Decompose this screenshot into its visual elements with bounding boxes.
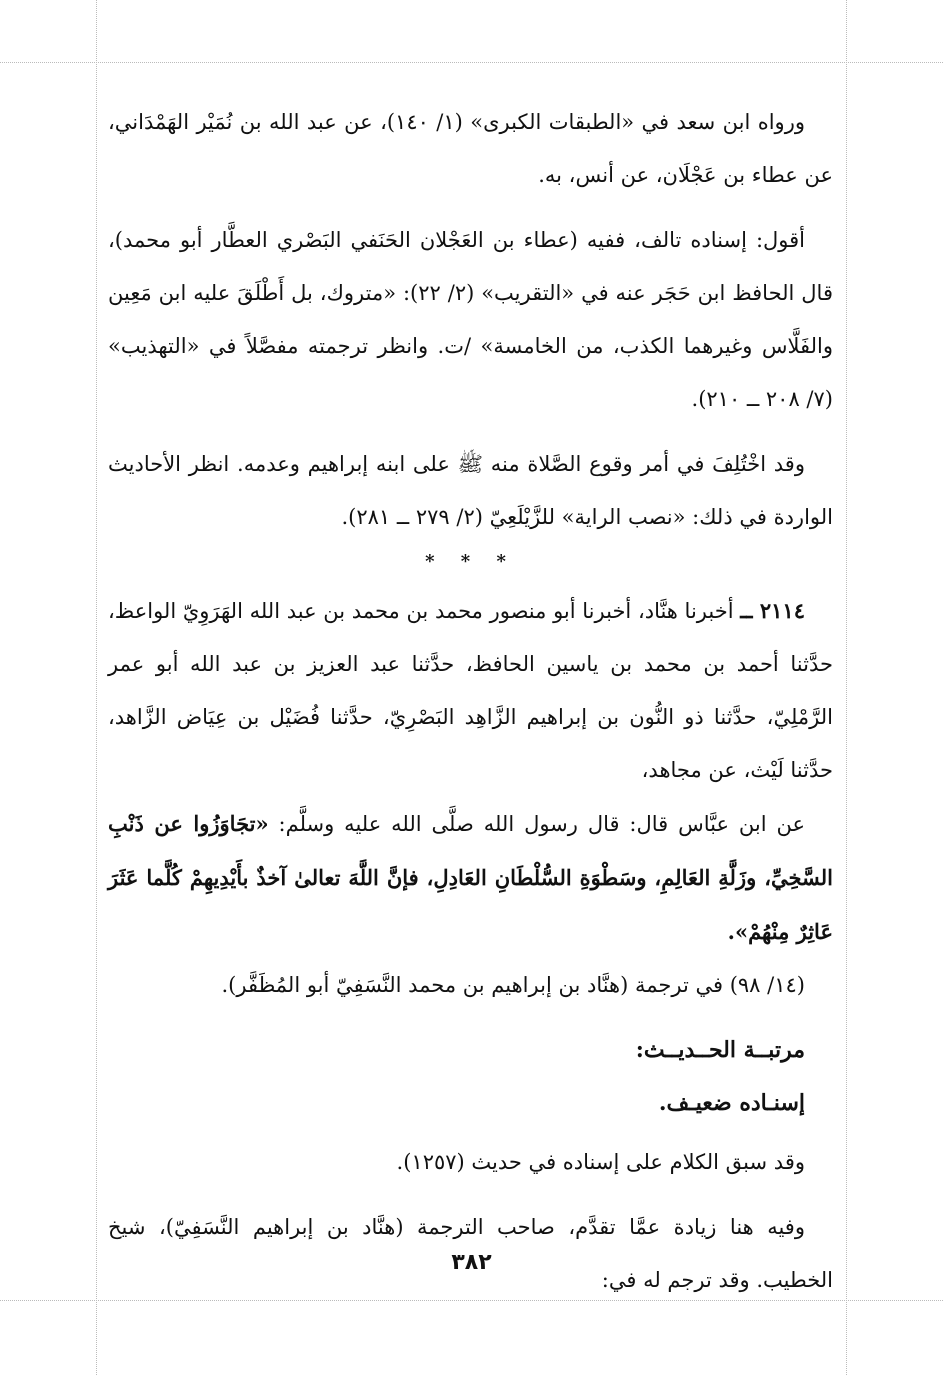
- paragraph-hadith-chain: [108, 584, 833, 797]
- crop-guide-right: [846, 0, 847, 1375]
- page-number: ٣٨٢: [451, 1250, 492, 1275]
- verdict-weak: إسنـاده ضعيـف.: [658, 1090, 805, 1116]
- hadith-matn: «تجَاوَزُوا عن ذَنْبِ السَّخِيِّ، وزَلَّةِ العَالِمِ، وسَطْوَةِ السُّلْطَانِ العَادِلِ، فإنَّ اللَّهَ تعالىٰ آخذٌ بأَيْدِيهِمْ كُلَّما عَثَرَ عَاثِرٌ مِنْهُمْ».: [108, 811, 833, 944]
- crop-guide-left: [96, 0, 97, 1375]
- paragraph-isnad-assessment: أقول: إسناده تالف، ففيه (عطاء بن العَجْلان الحَنَفي البَصْري العطَّار أبو محمد)، قال الحافظ ابن حَجَر عنه في «التقريب» (٢/ ٢٢): «متروك، بل أَطْلَقَ عليه ابن مَعِين والفَلَّاس وغيرهما الكذب، من الخامسة» /ت. وانظر ترجمته مفصَّلاً في «التهذيب» (٧/ ٢٠٨ ــ ٢١٠).: [108, 228, 833, 411]
- paragraph-previous-discussion: وقد سبق الكلام على إسناده في حديث (١٢٥٧).: [396, 1150, 805, 1174]
- paragraph-prayer-dispute: وقد اخْتُلِفَ في أمر وقوع الصَّلاة منه ﷺ على ابنه إبراهيم وعدمه. انظر الأحاديث الواردة في ذلك: «نصب الراية» للزَّيْلَعِيّ (٢/ ٢٧٩ ــ ٢٨١).: [108, 452, 833, 529]
- hadith-chain-text: أخبرنا هنَّاد، أخبرنا أبو منصور محمد بن محمد بن عبد الله الهَرَوِيّ الواعظ، حدَّثنا أحمد بن محمد بن ياسين الحافظ، حدَّثنا عبد العزيز بن عبد الله أبو عمر الرَّمْلِيّ، حدَّثنا ذو النُّون بن إبراهيم الزَّاهِد البَصْرِيّ، حدَّثنا فُضَيْل بن عِيَاض الزَّاهد، حدَّثنا لَيْث، عن مجاهد،: [108, 599, 833, 782]
- page-body: [108, 96, 833, 1319]
- section-separator: * * *: [425, 551, 516, 572]
- hadith-intro: عن ابن عبَّاس قال: قال رسول الله صلَّى الله عليه وسلَّم:: [278, 812, 805, 836]
- paragraph-addition: وفيه هنا زيادة عمَّا تقدَّم، صاحب الترجمة (هنَّاد بن إبراهيم النَّسَفِيّ)، شيخ الخطيب. وقد ترجم له في:: [108, 1215, 833, 1292]
- paragraph-source-reference: (١٤/ ٩٨) في ترجمة (هنَّاد بن إبراهيم بن محمد النَّسَفِيّ أبو المُظَفَّر).: [221, 973, 805, 997]
- paragraph-ibn-saad: ورواه ابن سعد في «الطبقات الكبرى» (١/ ١٤٠)، عن عبد الله بن نُمَيْر الهَمْدَاني، عن عطاء بن عَجْلَان، عن أنس، به.: [108, 110, 833, 187]
- crop-guide-top: [0, 62, 943, 63]
- paragraph-hadith-text: [108, 797, 833, 959]
- heading-hadith-rank: مرتبــة الحــديــث:: [635, 1037, 805, 1063]
- hadith-number: ٢١١٤ ــ: [740, 598, 805, 623]
